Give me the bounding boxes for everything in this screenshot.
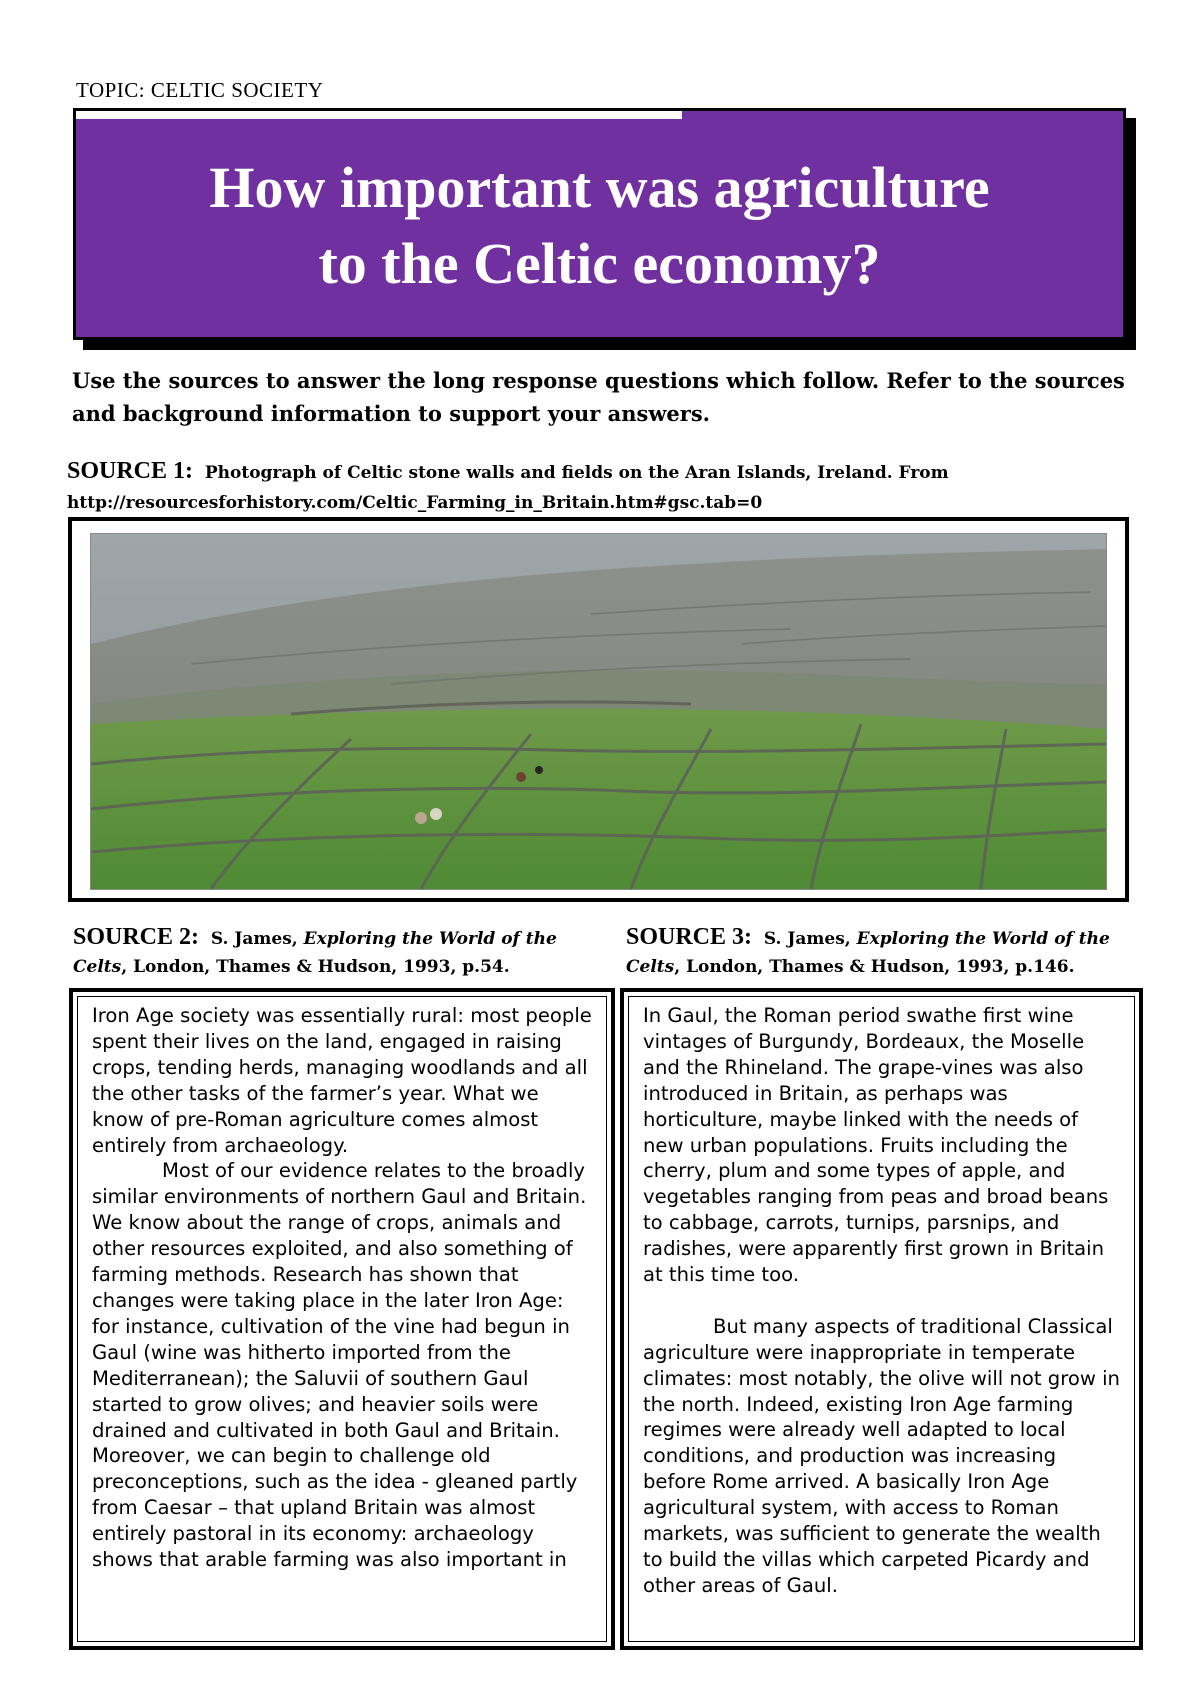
source1-heading: SOURCE 1: bbox=[67, 458, 194, 484]
source2-publication: , London, Thames & Hudson, 1993, p.54. bbox=[121, 957, 510, 977]
source2-paragraph-1: Iron Age society was essentially rural: most people spent their lives on the land, engaged in raising crops, tending herds, managing woodlands and all the other tasks of the farmer’s year. What we know of pre-Roman agriculture comes almost entirely from archaeology. bbox=[92, 1004, 592, 1157]
instructions: Use the sources to answer the long response questions which follow. Refer to the sources and background information to support your answers. bbox=[72, 368, 1125, 426]
topic-label: TOPIC: CELTIC SOCIETY bbox=[76, 78, 324, 102]
source2-paragraph-2: Most of our evidence relates to the broadly similar environments of northern Gaul and Britain. We know about the range of crops, animals and other resources exploited, and also something of farming methods. Research has shown that changes were taking place in the later Iron Age: for instance, cultivation of the vine had begun in Gaul (wine was hitherto imported from the Mediterranean); the Saluvii of southern Gaul started to grow olives; and heavier soils were drained and cultivated in both Gaul and Britain. Moreover, we can begin to challenge old preconceptions, such as the idea - gleaned partly from Caesar – that upland Britain was almost entirely pastoral in its economy: archaeology shows that arable farming was also important in bbox=[92, 1159, 587, 1572]
source2-book: Exploring the World of the Celts bbox=[73, 929, 557, 977]
source3-book: Exploring the World of the Celts bbox=[626, 929, 1110, 977]
banner-highlight bbox=[76, 111, 682, 119]
title-line-1: How important was agriculture bbox=[209, 155, 990, 220]
source2-textbox bbox=[69, 988, 615, 1650]
source3-author: S. James, bbox=[763, 929, 851, 949]
source3-textbox bbox=[620, 988, 1143, 1650]
source1-description: Photograph of Celtic stone walls and fields on the Aran Islands, Ireland. From http://resourcesforhistory.com/Celtic_Farming_in_Britain.htm#gsc.tab=0 bbox=[67, 463, 949, 513]
source2-caption bbox=[73, 923, 603, 981]
source3-text-area bbox=[628, 996, 1135, 1642]
source3-paragraph-2: But many aspects of traditional Classical agriculture were inappropriate in temperate climates: most notably, the olive will not grow in the north. Indeed, existing Iron Age farming regimes were already well adapted to local conditions, and production was increasing before Rome arrived. A basically Iron Age agricultural system, with access to Roman markets, was sufficient to generate the wealth to build the villas which carpeted Picardy and other areas of Gaul. bbox=[643, 1314, 1120, 1597]
source1-caption bbox=[67, 456, 1167, 518]
banner-box bbox=[73, 108, 1126, 340]
source3-caption bbox=[626, 923, 1146, 981]
title-line-2: to the Celtic economy? bbox=[318, 231, 881, 296]
aran-islands-photo bbox=[90, 533, 1107, 890]
source2-text-area bbox=[77, 996, 607, 1642]
source3-paragraph-1: In Gaul, the Roman period swathe first wine vintages of Burgundy, Bordeaux, the Moselle and the Rhineland. The grape-vines was also introduced in Britain, as perhaps was horticulture, maybe linked with the needs of new urban populations. Fruits including the cherry, plum and some types of apple, and vegetables ranging from peas and broad beans to cabbage, carrots, turnips, parsnips, and radishes, were apparently first grown in Britain at this time too. bbox=[643, 1004, 1109, 1287]
source2-heading: SOURCE 2: bbox=[73, 924, 200, 950]
source3-heading: SOURCE 3: bbox=[626, 924, 753, 950]
source3-publication: , London, Thames & Hudson, 1993, p.146. bbox=[674, 957, 1075, 977]
source2-author: S. James, bbox=[210, 929, 298, 949]
source1-photo-frame bbox=[68, 517, 1129, 902]
landscape-image bbox=[91, 534, 1106, 889]
page-title bbox=[209, 150, 989, 302]
title-banner bbox=[73, 108, 1126, 340]
